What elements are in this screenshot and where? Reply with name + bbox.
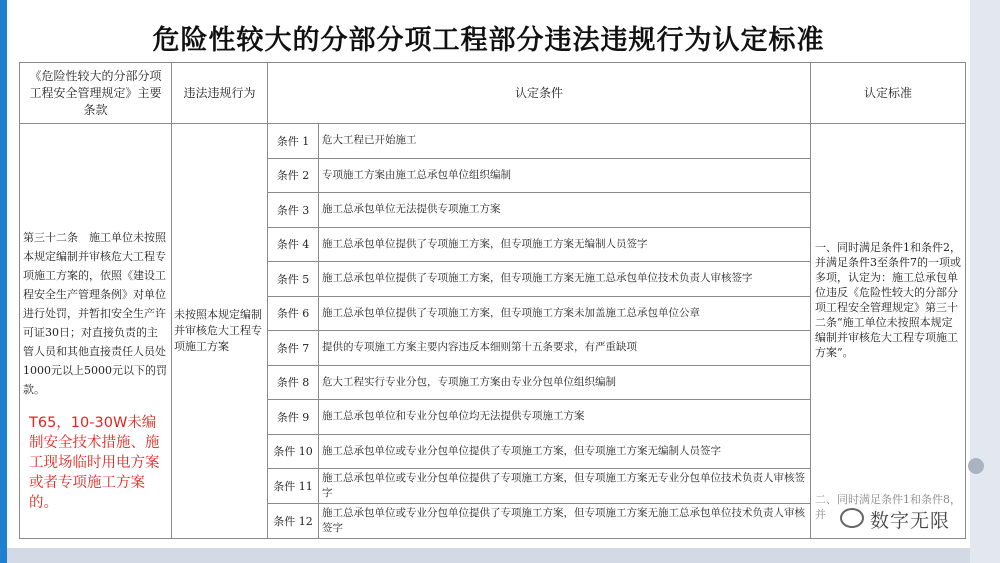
condition-text: 施工总承包单位或专业分包单位提供了专项施工方案，但专项施工方案无编制人员签字: [319, 434, 811, 469]
standards-table: [19, 62, 966, 539]
violation-cell: 未按照本规定编制并审核危大工程专项施工方案: [172, 124, 268, 539]
header-violation: 违法违规行为: [172, 63, 268, 124]
condition-id: 条件 8: [268, 365, 319, 400]
standard-cell: [811, 124, 966, 539]
condition-text: 施工总承包单位和专业分包单位均无法提供专项施工方案: [319, 400, 811, 435]
condition-id: 条件 5: [268, 262, 319, 297]
condition-text: 危大工程实行专业分包，专项施工方案由专业分包单位组织编制: [319, 365, 811, 400]
condition-id: 条件 4: [268, 227, 319, 262]
header-standard: 认定标准: [811, 63, 966, 124]
clause-note: T65，10-30W未编制安全技术措施、施工现场临时用电方案或者专项施工方案的。: [29, 414, 160, 511]
wechat-logo-icon: [840, 508, 864, 528]
standard-1: 一、同时满足条件1和条件2，并满足条件3至条件7的一项或多项，认定为：施工总承包单位违反《危险性较大的分部分项工程安全管理规定》第三十二条“施工单位未按照本规定编制并审核危大工程专项施工方案”。: [815, 241, 962, 359]
condition-text: 提供的专项施工方案主要内容违反本细则第十五条要求，有严重缺项: [319, 331, 811, 366]
condition-id: 条件 11: [268, 469, 319, 504]
slide-margin: [970, 0, 1000, 563]
condition-id: 条件 9: [268, 400, 319, 435]
condition-text: 施工总承包单位提供了专项施工方案，但专项施工方案无编制人员签字: [319, 227, 811, 262]
scroll-indicator[interactable]: [968, 458, 984, 474]
accent-bar: [0, 0, 7, 563]
condition-text: 施工总承包单位无法提供专项施工方案: [319, 193, 811, 228]
header-conditions: 认定条件: [268, 63, 811, 124]
condition-id: 条件 6: [268, 296, 319, 331]
condition-row: [20, 124, 966, 159]
condition-id: 条件 12: [268, 504, 319, 539]
condition-text: 危大工程已开始施工: [319, 124, 811, 159]
condition-text: 施工总承包单位提供了专项施工方案，但专项施工方案无施工总承包单位技术负责人审核签字: [319, 262, 811, 297]
condition-text: 专项施工方案由施工总承包单位组织编制: [319, 158, 811, 193]
condition-text: 施工总承包单位或专业分包单位提供了专项施工方案，但专项施工方案无专业分包单位技术负责人审核签字: [319, 469, 811, 504]
standard-2: 二、同时满足条件1和条件8，并: [815, 493, 962, 521]
watermark-text: 数字无限: [870, 510, 951, 532]
header-row: [20, 63, 966, 124]
condition-id: 条件 2: [268, 158, 319, 193]
condition-text: 施工总承包单位或专业分包单位提供了专项施工方案，但专项施工方案无施工总承包单位技术负责人审核签字: [319, 504, 811, 539]
slide: [7, 0, 970, 548]
condition-id: 条件 7: [268, 331, 319, 366]
condition-text: 施工总承包单位提供了专项施工方案，但专项施工方案未加盖施工总承包单位公章: [319, 296, 811, 331]
header-clause: 《危险性较大的分部分项工程安全管理规定》主要条款: [20, 63, 172, 124]
condition-id: 条件 10: [268, 434, 319, 469]
clause-text: 第三十二条 施工单位未按照本规定编制并审核危大工程专项施工方案的，依照《建设工程安全生产管理条例》对单位进行处罚，并暂扣安全生产许可证30日；对直接负责的主管人员和其他直接责任人员处1000元以上5000元以下的罚款。: [23, 230, 167, 396]
watermark: [840, 500, 970, 540]
slide-title: 危险性较大的分部分项工程部分违法违规行为认定标准: [152, 25, 825, 56]
condition-id: 条件 3: [268, 193, 319, 228]
condition-id: 条件 1: [268, 124, 319, 159]
clause-cell: [20, 124, 172, 539]
